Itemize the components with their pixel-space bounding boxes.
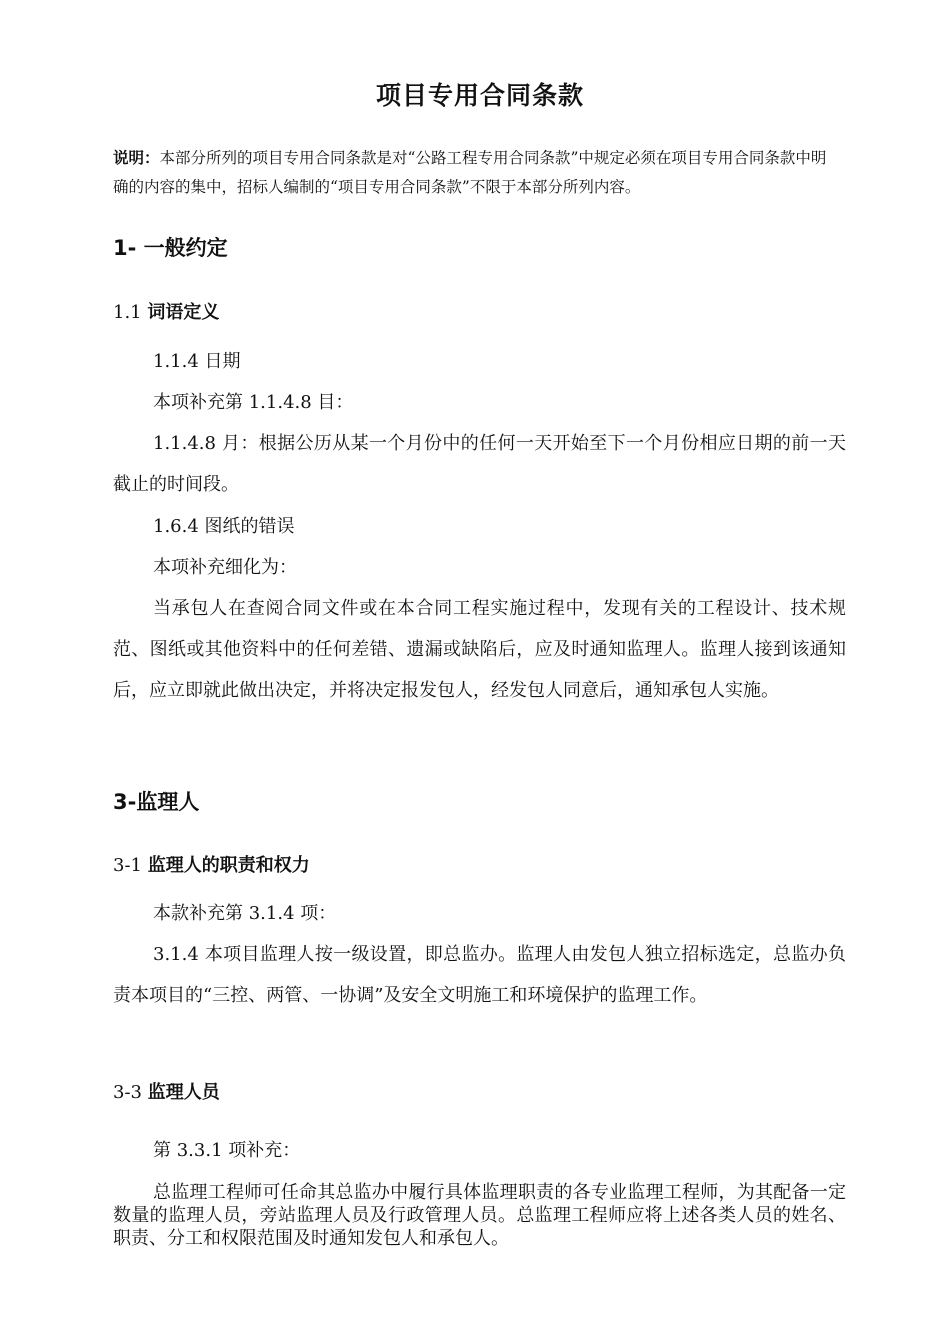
- clause-supplement-note: 本项补充第 1.1.4.8 目：: [153, 392, 354, 413]
- subsection-number: 1.1: [113, 302, 148, 323]
- note-text: 本部分所列的项目专用合同条款是对“公路工程专用合同条款”中规定必须在项目专用合同条款中明确的内容的集中，招标人编制的“项目专用合同条款”不限于本部分所列内容。: [113, 149, 827, 196]
- subsection-title: 监理人员: [147, 1082, 220, 1103]
- subsection-number: 3-1: [113, 855, 148, 876]
- clause-1-6-4-text: 当承包人在查阅合同文件或在本合同工程实施过程中，发现有关的工程设计、技术规范、图纸或其他资料中的任何差错、遗漏或缺陷后，应及时通知监理人。监理人接到该通知后，应立即就此做出决定，并将决定报发包人，经发包人同意后，通知承包人实施。: [113, 598, 846, 701]
- note-label: 说明：: [113, 149, 160, 167]
- document-title: 项目专用合同条款: [375, 81, 584, 110]
- clause-3-1-4-text: 3.1.4 本项目监理人按一级设置，即总监办。监理人由发包人独立招标选定，总监办负责本项目的“三控、两管、一协调”及安全文明施工和环境保护的监理工作。: [113, 944, 846, 1006]
- explanatory-note: [113, 144, 838, 202]
- clause-3-1-4-note: 本款补充第 3.1.4 项：: [153, 903, 337, 924]
- clause-3-3-1-text: 总监理工程师可任命其总监办中履行具体监理职责的各专业监理工程师，为其配备一定数量的监理人员，旁站监理人员及行政管理人员。总监理工程师应将上述各类人员的姓名、职责、分工和权限范围及时通知发包人和承包人。: [113, 1182, 846, 1249]
- clause-1-1-4-8-text: 1.1.4.8 月：根据公历从某一个月份中的任何一天开始至下一个月份相应日期的前一天截止的时间段。: [113, 433, 846, 495]
- clause-refine-note: 本项补充细化为：: [153, 557, 297, 578]
- subsection-title: 监理人的职责和权力: [147, 855, 310, 876]
- subsection-3-1-heading: [113, 851, 310, 877]
- subsection-number: 3-3: [113, 1082, 148, 1103]
- clause-1-1-4-title: 1.1.4 日期: [153, 351, 241, 372]
- subsection-1-1-heading: [113, 298, 219, 324]
- clause-3-3-1-note: 第 3.3.1 项补充：: [153, 1140, 301, 1161]
- subsection-title: 词语定义: [147, 302, 220, 323]
- section-1-heading: 1- 一般约定: [113, 236, 228, 260]
- section-3-heading: 3-监理人: [113, 790, 200, 814]
- subsection-3-3-heading: [113, 1078, 220, 1104]
- clause-1-6-4-title: 1.6.4 图纸的错误: [153, 516, 295, 537]
